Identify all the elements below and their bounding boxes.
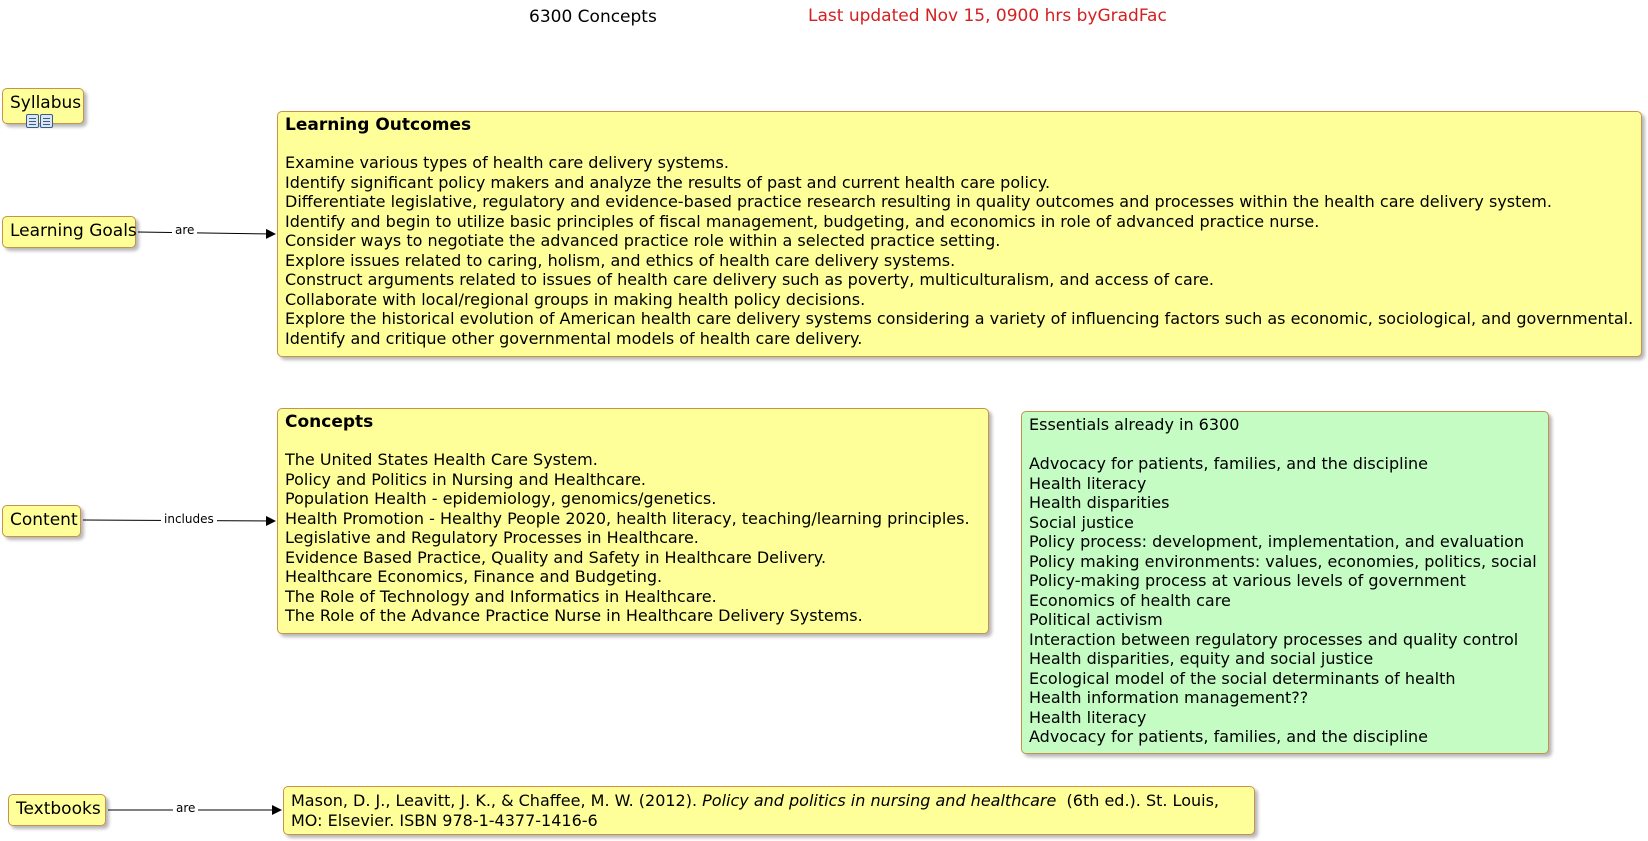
list-item: Ecological model of the social determinants of health (1029, 668, 1456, 688)
syllabus-label: Syllabus (10, 93, 82, 113)
list-item: Health Promotion - Healthy People 2020, health literacy, teaching/learning principles. (285, 508, 970, 528)
textbook-box (283, 786, 1255, 835)
list-item: Construct arguments related to issues of health care delivery such as poverty, multiculturalism, and access of care. (285, 270, 1214, 289)
list-item: Examine various types of health care delivery systems. (285, 153, 729, 172)
concepts-box (277, 408, 989, 634)
list-item: Explore the historical evolution of American health care delivery systems considering a variety of influencing factors such as economic, sociological, and governmental. (285, 309, 1634, 328)
list-item: Healthcare Economics, Finance and Budgeting. (285, 567, 663, 586)
textbook-details: (6th ed.). St. Louis, MO: Elsevier. ISBN 978-1-4377-1416-6 (291, 791, 1219, 830)
learning-goals-node[interactable] (2, 216, 136, 248)
last-updated-text: Last updated Nov 15, 0900 hrs byGradFac (808, 6, 1167, 26)
list-item: The Role of the Advance Practice Nurse in Healthcare Delivery Systems. (285, 606, 863, 625)
content-link-label: includes (161, 512, 217, 526)
list-item: Policy making environments: values, economies, politics, social (1029, 551, 1537, 571)
page-title: 6300 Concepts (529, 7, 657, 27)
list-item: Identify and begin to utilize basic principles of fiscal management, budgeting, and economics in role of advanced practice nurse. (285, 211, 1320, 231)
content-label: Content (10, 510, 78, 530)
essentials-list (1029, 454, 1541, 747)
list-item: Health literacy (1029, 707, 1147, 727)
list-item: Policy-making process at various levels of government (1029, 571, 1466, 590)
list-item: Explore issues related to caring, holism, and ethics of health care delivery systems. (285, 250, 956, 270)
list-item: Legislative and Regulatory Processes in Healthcare. (285, 528, 699, 547)
document-icon[interactable] (40, 114, 53, 128)
list-item: Consider ways to negotiate the advanced practice role within a selected practice setting. (285, 231, 1001, 250)
list-item: Population Health - epidemiology, genomics/genetics. (285, 489, 717, 508)
list-item: Health literacy (1029, 473, 1147, 493)
goals-connector (138, 232, 275, 234)
goals-link-label: are (172, 223, 197, 237)
textbook-reference (291, 791, 1247, 830)
textbook-title: Policy and politics in nursing and healthcare (702, 791, 1057, 810)
learning-outcomes-box (277, 111, 1642, 357)
list-item: Health disparities, equity and social justice (1029, 649, 1374, 668)
essentials-heading: Essentials already in 6300 (1029, 415, 1240, 434)
list-item: Interaction between regulatory processes and quality control (1029, 629, 1519, 649)
concepts-list (285, 450, 981, 626)
list-item: Collaborate with local/regional groups in making health policy decisions. (285, 289, 866, 309)
document-icon[interactable] (26, 114, 39, 128)
concepts-heading: Concepts (285, 412, 374, 432)
list-item: Health information management?? (1029, 688, 1309, 707)
syllabus-attachments (26, 114, 53, 128)
list-item: Identify and critique other governmental models of health care delivery. (285, 328, 863, 348)
list-item: Political activism (1029, 610, 1163, 629)
textbooks-label: Textbooks (16, 799, 101, 819)
list-item: Policy and Politics in Nursing and Healthcare. (285, 469, 646, 489)
essentials-box (1021, 411, 1549, 754)
content-node[interactable] (2, 505, 81, 537)
list-item: Identify significant policy makers and analyze the results of past and current health care policy. (285, 172, 1051, 192)
list-item: Policy process: development, implementation, and evaluation (1029, 532, 1525, 551)
textbook-authors: Mason, D. J., Leavitt, J. K., & Chaffee, M. W. (2012). (291, 791, 698, 810)
textbooks-link-label: are (173, 801, 198, 815)
list-item: Social justice (1029, 512, 1134, 532)
learning-goals-label: Learning Goals (10, 221, 137, 241)
list-item: The United States Health Care System. (285, 450, 598, 469)
list-item: Evidence Based Practice, Quality and Safety in Healthcare Delivery. (285, 547, 827, 567)
list-item: Differentiate legislative, regulatory and evidence-based practice research resulting in quality outcomes and processes within the health care delivery system. (285, 192, 1552, 211)
textbooks-node[interactable] (8, 794, 106, 826)
list-item: Economics of health care (1029, 590, 1231, 610)
list-item: Advocacy for patients, families, and the discipline (1029, 727, 1429, 746)
list-item: Advocacy for patients, families, and the discipline (1029, 454, 1429, 473)
list-item: The Role of Technology and Informatics in Healthcare. (285, 586, 717, 606)
learning-outcomes-heading: Learning Outcomes (285, 115, 472, 135)
list-item: Health disparities (1029, 493, 1170, 512)
learning-outcomes-list (285, 153, 1634, 348)
